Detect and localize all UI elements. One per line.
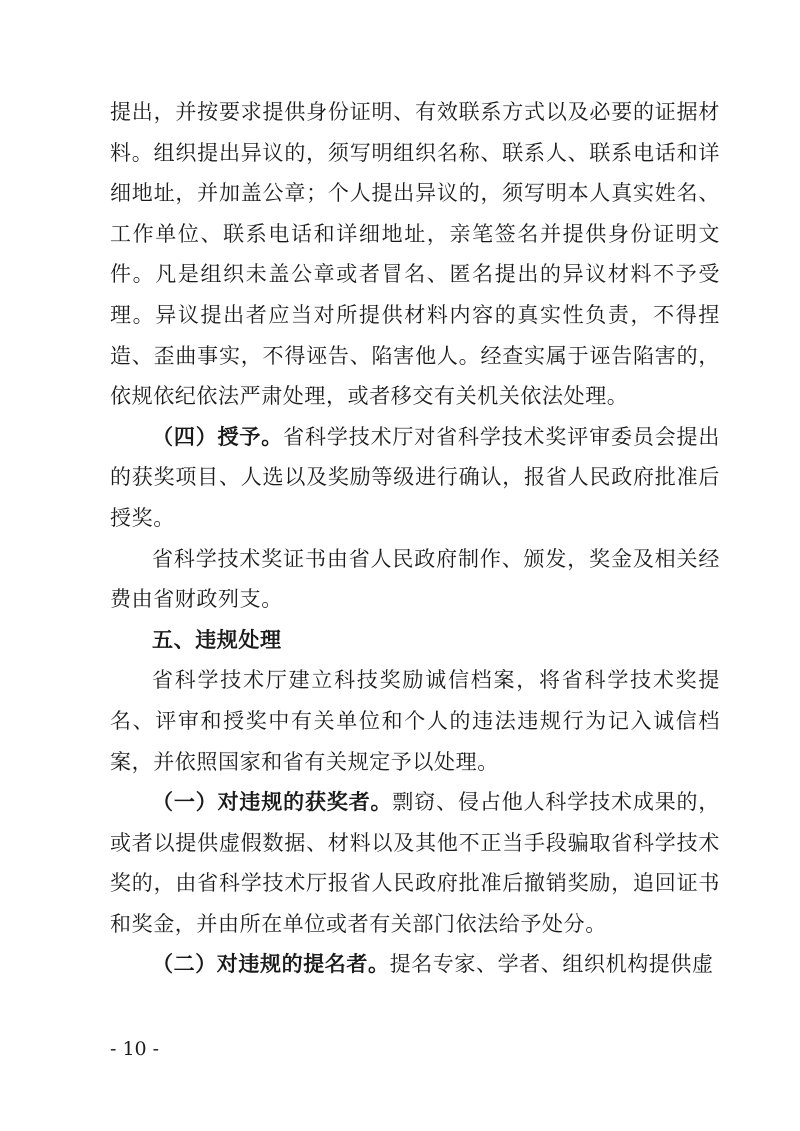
paragraph-text: 省科学技术厅建立科技奖励诚信档案，将省科学技术奖提名、评审和授奖中有关单位和个人的违法违规行为记入诚信档案，并依照国家和省有关规定予以处理。 bbox=[110, 668, 720, 774]
paragraph-text: 省科学技术厅对省科学技术奖评审委员会提出的获奖项目、人选以及奖励等级进行确认，报省人民政府批准后授奖。 bbox=[110, 424, 720, 530]
paragraph-grant bbox=[110, 417, 720, 539]
document-body bbox=[110, 92, 720, 985]
paragraph-text: 省科学技术奖证书由省人民政府制作、颁发，奖金及相关经费由省财政列支。 bbox=[110, 546, 720, 612]
paragraph-lead: （二）对违规的提名者。 bbox=[152, 951, 390, 977]
paragraph-certificate bbox=[110, 539, 720, 620]
paragraph-text: 提出，并按要求提供身份证明、有效联系方式以及必要的证据材料。组织提出异议的，须写明组织名称、联系人、联系电话和详细地址，并加盖公章；个人提出异议的，须写明本人真实姓名、工作单位、联系电话和详细地址，亲笔签名并提供身份证明文件。凡是组织未盖公章或者冒名、匿名提出的异议材料不予受理。异议提出者应当对所提供材料内容的真实性负责，不得捏造、歪曲事实，不得诬告、陷害他人。经查实属于诬告陷害的，依规依纪依法严肃处理，或者移交有关机关依法处理。 bbox=[110, 100, 720, 409]
page-number: - 10 - bbox=[110, 1038, 160, 1060]
paragraph-lead: （四）授予。 bbox=[152, 423, 284, 449]
section-heading: 五、违规处理 bbox=[152, 626, 282, 652]
paragraph-objection-requirements bbox=[110, 92, 720, 417]
paragraph-integrity-archive bbox=[110, 660, 720, 782]
paragraph-violating-nominators bbox=[110, 944, 720, 985]
paragraph-lead: （一）对违规的获奖者。 bbox=[152, 789, 393, 815]
paragraph-violating-winners bbox=[110, 782, 720, 944]
paragraph-text: 提名专家、学者、组织机构提供虚 bbox=[389, 952, 714, 977]
paragraph-text: 剽窃、侵占他人科学技术成果的，或者以提供虚假数据、材料以及其他不正当手段骗取省科学技术奖的，由省科学技术厅报省人民政府批准后撤销奖励，追回证书和奖金，并由所在单位或者有关部门依法给予处分。 bbox=[110, 790, 720, 936]
